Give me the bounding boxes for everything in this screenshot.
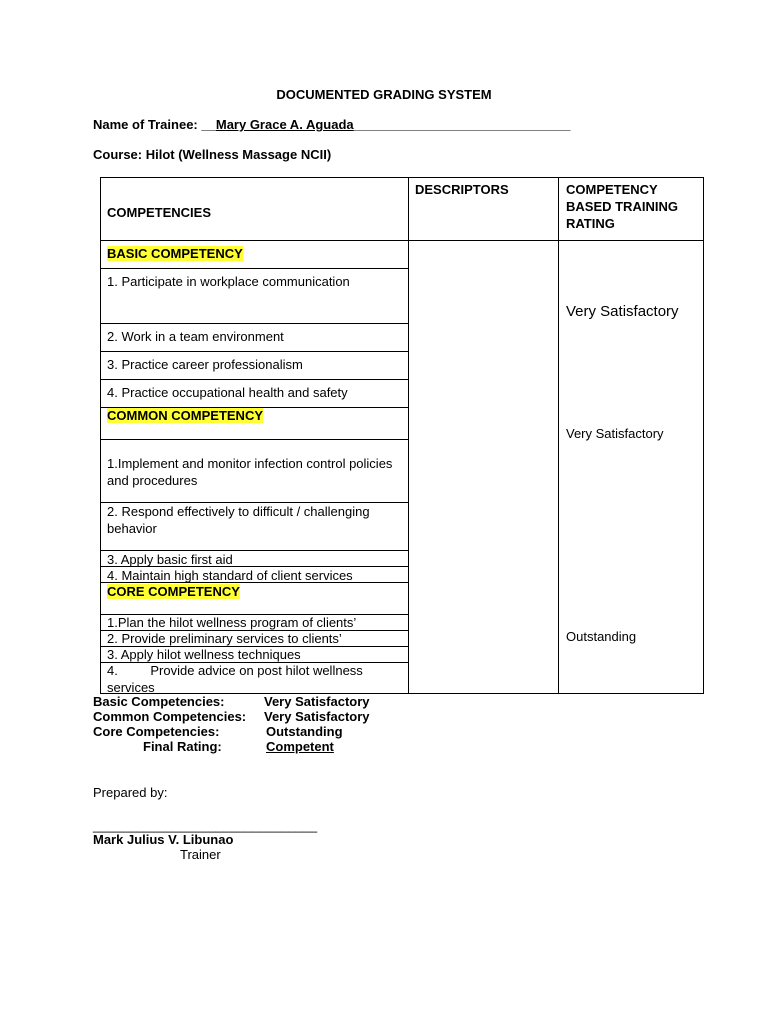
trainee-trail: ______________________________: [353, 117, 571, 132]
row-divider: [100, 439, 409, 440]
table-border-right: [703, 177, 704, 694]
header-rating: COMPETENCY BASED TRAINING RATING: [566, 182, 678, 231]
summary-final-value: Competent: [266, 739, 334, 754]
competency-item: 2. Work in a team environment: [107, 329, 284, 344]
competency-item: 4. Practice occupational health and safety: [107, 385, 348, 400]
table-header-divider: [100, 240, 704, 241]
course-line: Course: Hilot (Wellness Massage NCII): [93, 147, 332, 162]
trainee-label: Name of Trainee:: [93, 117, 198, 132]
core-competency-heading: CORE COMPETENCY: [107, 584, 240, 599]
row-divider: [100, 379, 409, 380]
trainer-name: Mark Julius V. Libunao: [93, 832, 234, 847]
prepared-by-label: Prepared by:: [93, 785, 168, 800]
document-title: DOCUMENTED GRADING SYSTEM: [276, 87, 492, 102]
competency-item: 1. Participate in workplace communication: [107, 274, 350, 289]
summary-basic-value: Very Satisfactory: [264, 694, 370, 709]
header-descriptors: DESCRIPTORS: [415, 182, 509, 197]
common-rating: Very Satisfactory: [566, 426, 664, 441]
competency-item: 2. Provide preliminary services to clients’: [107, 631, 342, 646]
competency-item: 2. Respond effectively to difficult / challenging behavior: [107, 504, 370, 536]
common-competency-heading: COMMON COMPETENCY: [107, 408, 263, 423]
trainee-line: [93, 117, 571, 132]
trainee-lead: __: [201, 117, 216, 132]
summary-common-value: Very Satisfactory: [264, 709, 370, 724]
core-rating: Outstanding: [566, 629, 637, 644]
trainer-role: Trainer: [180, 847, 221, 862]
table-border-col1: [408, 177, 409, 693]
competency-item: 4. Maintain high standard of client services: [107, 568, 353, 583]
row-divider: [100, 351, 409, 352]
table-border-top: [100, 177, 704, 178]
basic-competency-heading: BASIC COMPETENCY: [107, 246, 243, 261]
row-divider: [100, 268, 409, 269]
row-divider: [100, 323, 409, 324]
trainee-name: Mary Grace A. Aguada: [215, 117, 354, 132]
summary-common-label: Common Competencies:: [93, 709, 247, 724]
table-border-col2: [558, 177, 559, 693]
signature-line: _______________________________: [93, 818, 318, 833]
summary-basic-label: Basic Competencies:: [93, 694, 225, 709]
summary-final-label: Final Rating:: [143, 739, 222, 754]
competency-item: 1.Implement and monitor infection control policies and procedures: [107, 456, 393, 488]
table-border-left: [100, 177, 101, 693]
basic-rating: Very Satisfactory: [566, 303, 679, 320]
summary-core-label: Core Competencies:: [93, 724, 220, 739]
competency-item: 1.Plan the hilot wellness program of clients’: [107, 615, 357, 630]
competency-item: 3. Apply basic first aid: [107, 552, 233, 567]
competency-item: 3. Apply hilot wellness techniques: [107, 647, 301, 662]
competency-item: 3. Practice career professionalism: [107, 357, 303, 372]
header-competencies: COMPETENCIES: [107, 205, 212, 220]
competency-item: 4. Provide advice on post hilot wellness services: [107, 663, 367, 695]
summary-core-value: Outstanding: [266, 724, 343, 739]
